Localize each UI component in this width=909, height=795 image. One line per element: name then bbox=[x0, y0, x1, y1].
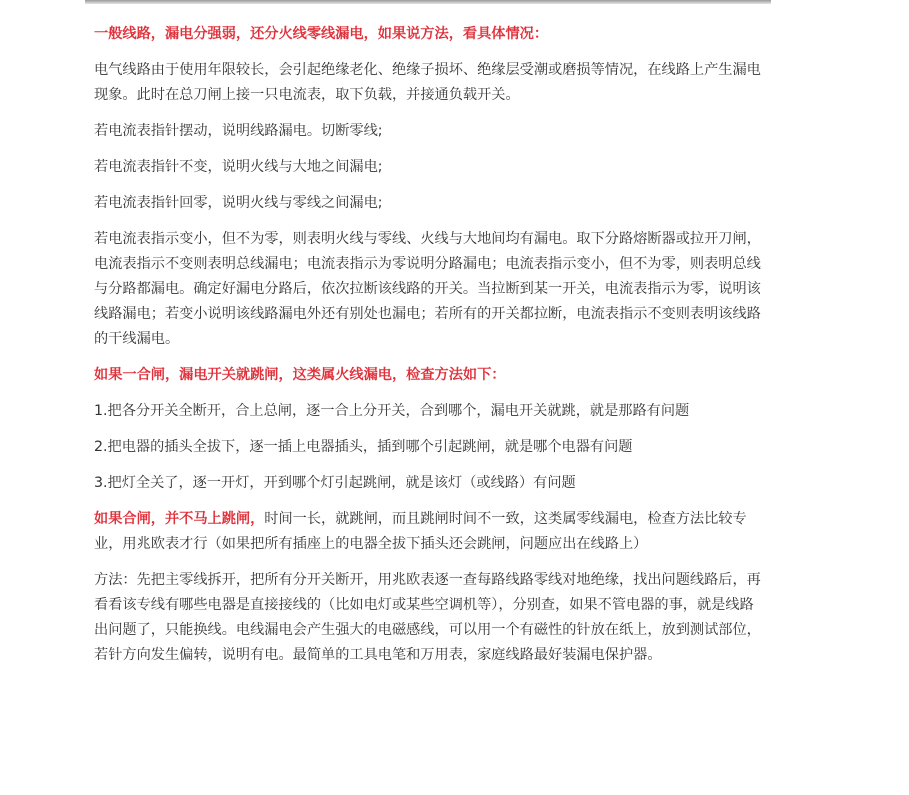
paragraph-needle-zero: 若电流表指针回零，说明火线与零线之间漏电; bbox=[94, 195, 383, 211]
step-item-3: 3.把灯全关了，逐一开灯，开到哪个灯引起跳闸，就是该灯（或线路）有问题 bbox=[94, 475, 576, 491]
article-body bbox=[94, 22, 766, 679]
step-item-2: 2.把电器的插头全拔下，逐一插上电器插头，插到哪个引起跳闸，就是哪个电器有问题 bbox=[94, 439, 633, 455]
step-item-1: 1.把各分开关全断开，合上总闸，逐一合上分开关，合到哪个，漏电开关就跳，就是那路有问题 bbox=[94, 403, 690, 419]
paragraph-reading-smaller: 若电流表指示变小，但不为零，则表明火线与零线、火线与大地间均有漏电。取下分路熔断器或拉开刀闸，电流表指示不变则表明总线漏电；电流表指示为零说明分路漏电；电流表指示变小，但不为零，则表明总线与分路都漏电。确定好漏电分路后，依次拉断该线路的开关。当拉断到某一开关，电流表指示为零，说明该线路漏电；若变小说明该线路漏电外还有别处也漏电；若所有的开关都拉断，电流表指示不变则表明该线路的干线漏电。 bbox=[94, 231, 761, 347]
paragraph-needle-unchanged: 若电流表指针不变，说明火线与大地之间漏电; bbox=[94, 159, 383, 175]
neutral-wire-text: 时间一长，就跳闸，而且跳闸时间不一致，这类属零线漏电，检查方法比较专业，用兆欧表才行（如果把所有插座上的电器全拔下插头还会跳闸，问题应出在线路上） bbox=[94, 511, 747, 552]
paragraph-needle-swing: 若电流表指针摆动，说明线路漏电。切断零线; bbox=[94, 123, 383, 139]
section-heading-live-wire: 如果一合闸，漏电开关就跳闸，这类属火线漏电，检查方法如下： bbox=[94, 367, 506, 383]
paragraph-method: 方法：先把主零线拆开，把所有分开关断开，用兆欧表逐一查每路线路零线对地绝缘，找出问题线路后，再看看该专线有哪些电器是直接接线的（比如电灯或某些空调机等），分别查，如果不管电器的事，就是线路出问题了，只能换线。电线漏电会产生强大的电磁感线，可以用一个有磁性的针放在纸上，放到测试部位，若针方向发生偏转，说明有电。最简单的工具电笔和万用表，家庭线路最好装漏电保护器。 bbox=[94, 572, 761, 663]
top-divider bbox=[85, 0, 771, 4]
paragraph-neutral-wire bbox=[94, 507, 766, 557]
section-heading-leakage-types: 一般线路，漏电分强弱，还分火线零线漏电，如果说方法，看具体情况： bbox=[94, 26, 549, 42]
paragraph-leakage-cause: 电气线路由于使用年限较长，会引起绝缘老化、绝缘子损坏、绝缘层受潮或磨损等情况，在线路上产生漏电现象。此时在总刀闸上接一只电流表，取下负载，并接通负载开关。 bbox=[94, 62, 761, 103]
section-heading-neutral-wire: 如果合闸，并不马上跳闸， bbox=[94, 511, 265, 527]
